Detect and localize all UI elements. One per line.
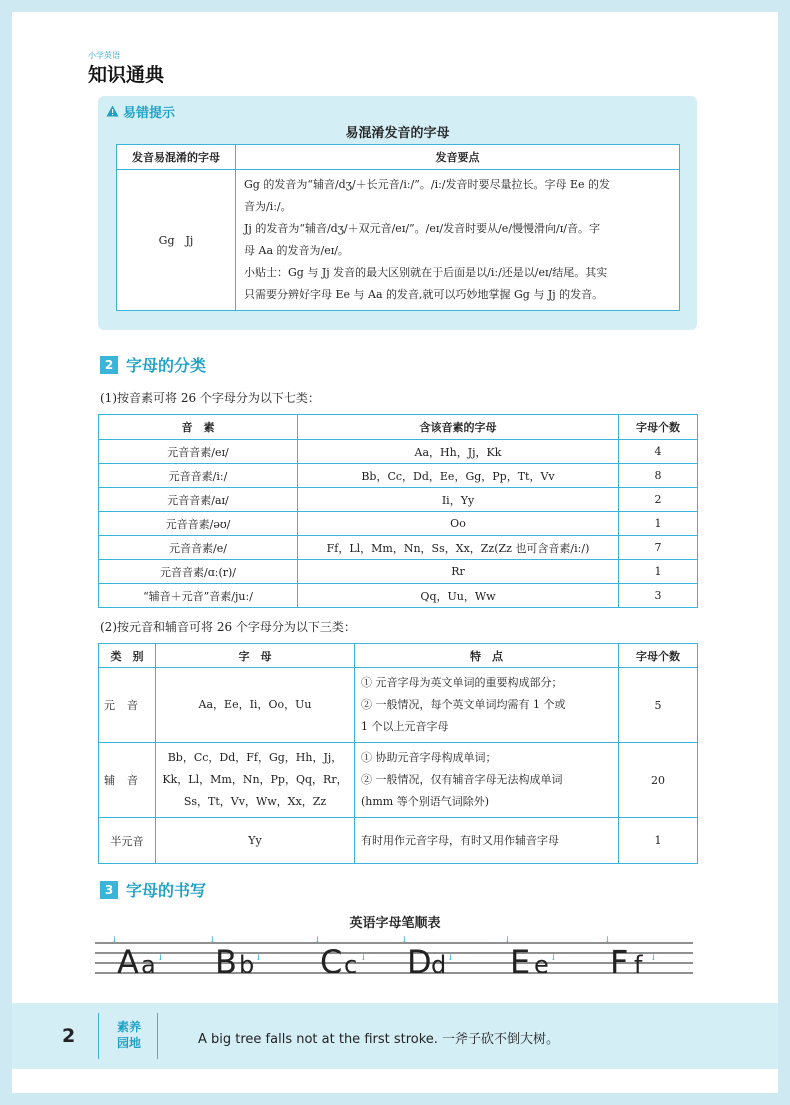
note-line: 小贴士：Gg 与 Jj 发音的最大区别就在于后面是以/iː/还是以/eɪ/结尾。其实 (244, 266, 608, 279)
phoneme: 元音音素/aɪ/ (99, 488, 298, 512)
stroke-arrow-icon: ↓ (157, 953, 164, 962)
phoneme: 元音音素/eɪ/ (99, 440, 298, 464)
table-row (99, 512, 698, 536)
table-header: 类 别 (99, 644, 156, 668)
note-line: Jj 的发音为“辅音/dʒ/＋双元音/eɪ/”。/eɪ/发音时要从/e/慢慢滑向/ɪ/音。字 (244, 222, 600, 235)
category: 半元音 (99, 818, 156, 864)
count: 8 (619, 464, 698, 488)
footer-label (109, 1019, 149, 1051)
letters: Qq，Uu，Ww (298, 584, 619, 608)
letters-line: Bb，Cc，Dd，Ff，Gg，Hh，Jj， (167, 751, 343, 764)
warning-icon (106, 105, 119, 121)
book-title: 知识通典 (88, 64, 165, 86)
phoneme: “辅音＋元音”音素/juː/ (99, 584, 298, 608)
letter-B: B (215, 943, 237, 981)
footer-label-line: 园地 (116, 1036, 141, 1050)
tip-title: 易混淆发音的字母 (345, 126, 450, 141)
letter-c: c (344, 951, 358, 979)
subsection-1: (1)按音素可将 26 个字母分为以下七类： (100, 391, 320, 405)
tip-box (98, 96, 697, 330)
phoneme-table (98, 414, 698, 608)
letters: Aa，Hh，Jj，Kk (298, 440, 619, 464)
page-number: 2 (62, 1025, 76, 1047)
letters: Oo (298, 512, 619, 536)
letters (156, 818, 355, 864)
table-header: 字母个数 (619, 415, 698, 440)
count: 7 (619, 536, 698, 560)
letters (156, 668, 355, 743)
letters-line: Kk，Ll，Mm，Nn，Pp，Qq，Rr， (162, 773, 348, 786)
letters-line: Yy (248, 833, 262, 847)
footer (12, 1003, 778, 1069)
note-line: Gg 的发音为“辅音/dʒ/＋长元音/iː/”。/iː/发音时要尽量拉长。字母 Ee 的发 (244, 178, 611, 191)
table-header: 发音要点 (236, 145, 680, 170)
table-header: 音 素 (99, 415, 298, 440)
letters: Ff，Ll，Mm，Nn，Ss，Xx，Zz(Zz 也可含音素/iː/) (298, 536, 619, 560)
letter-A: A (117, 943, 139, 981)
stroke-arrow-icon: ↓ (209, 935, 216, 944)
letter-d: d (431, 951, 447, 979)
confusing-letters: Gg Jj (117, 170, 236, 311)
table-header: 特 点 (355, 644, 619, 668)
phoneme: 元音音素/ɑː(r)/ (99, 560, 298, 584)
stroke-arrow-icon: ↓ (360, 953, 367, 962)
subsection-2: (2)按元音和辅音可将 26 个字母分为以下三类： (100, 620, 356, 634)
category: 辅音 (99, 743, 156, 818)
section-2-heading (100, 353, 206, 376)
feature-line: ① 元音字母为英文单词的重要构成部分； (361, 676, 563, 689)
section-number: 2 (100, 356, 118, 374)
vowel-consonant-table (98, 643, 698, 864)
phoneme: 元音音素/iː/ (99, 464, 298, 488)
footer-label-line: 素养 (116, 1020, 141, 1034)
table-row (99, 584, 698, 608)
letter-a: a (141, 951, 156, 979)
confusing-letters-table (116, 144, 680, 311)
feature-line: (hmm 等个别语气词除外) (361, 795, 490, 808)
stroke-arrow-icon: ↓ (650, 953, 657, 962)
stroke-arrow-icon: ↓ (504, 935, 511, 944)
pronunciation-notes (236, 170, 680, 311)
letter-f: f (634, 951, 643, 979)
section-title: 字母的书写 (126, 881, 207, 900)
note-line: 母 Aa 的发音为/eɪ/。 (244, 244, 349, 257)
stroke-arrow-icon: ↓ (550, 953, 557, 962)
table-row (99, 488, 698, 512)
letter-F: F (610, 943, 629, 981)
table-header: 含该音素的字母 (298, 415, 619, 440)
series-label: 小学英语 (88, 51, 120, 60)
letter-b: b (239, 951, 255, 979)
stroke-arrow-icon: ↓ (314, 935, 321, 944)
letters: Rr (298, 560, 619, 584)
divider (98, 1013, 99, 1059)
table-row (99, 536, 698, 560)
phoneme: 元音音素/əʊ/ (99, 512, 298, 536)
count: 20 (619, 743, 698, 818)
proverb: A big tree falls not at the first stroke. 一斧子砍不倒大树。 (198, 1032, 560, 1047)
letters-line: Aa，Ee，Ii，Oo，Uu (198, 698, 312, 711)
stroke-arrow-icon: ↓ (401, 935, 408, 944)
letter-e: e (534, 951, 549, 979)
letter-E: E (510, 943, 531, 981)
tip-heading-text: 易错提示 (123, 106, 176, 121)
features (355, 668, 619, 743)
features (355, 818, 619, 864)
note-line: 只需要分辨好字母 Ee 与 Aa 的发音,就可以巧妙地掌握 Gg 与 Jj 的发音。 (244, 288, 604, 301)
table-row (99, 560, 698, 584)
count: 2 (619, 488, 698, 512)
feature-line: 有时用作元音字母，有时又用作辅音字母 (361, 833, 559, 847)
tip-heading (106, 102, 175, 121)
stroke-arrow-icon: ↓ (111, 935, 118, 944)
table-row (99, 818, 698, 864)
count: 3 (619, 584, 698, 608)
stroke-arrow-icon: ↓ (255, 953, 262, 962)
letters: Ii，Yy (298, 488, 619, 512)
count: 5 (619, 668, 698, 743)
letters (156, 743, 355, 818)
feature-line: ① 协助元音字母构成单词； (361, 751, 497, 764)
feature-line: 1 个以上元音字母 (361, 720, 449, 733)
stroke-order-chart (95, 930, 695, 990)
stroke-order-title: 英语字母笔顺表 (349, 916, 441, 931)
phoneme: 元音音素/e/ (99, 536, 298, 560)
section-title: 字母的分类 (126, 356, 207, 375)
count: 1 (619, 560, 698, 584)
letter-D: D (407, 943, 432, 981)
table-row (99, 743, 698, 818)
table-row (99, 440, 698, 464)
features (355, 743, 619, 818)
stroke-arrow-icon: ↓ (604, 935, 611, 944)
table-header: 字母个数 (619, 644, 698, 668)
count: 4 (619, 440, 698, 464)
note-line: 音为/iː/。 (244, 200, 292, 213)
section-number: 3 (100, 881, 118, 899)
count: 1 (619, 818, 698, 864)
letter-C: C (320, 943, 343, 981)
count: 1 (619, 512, 698, 536)
table-header: 发音易混淆的字母 (117, 145, 236, 170)
table-header: 字 母 (156, 644, 355, 668)
section-3-heading (100, 878, 206, 901)
divider (157, 1013, 158, 1059)
feature-line: ② 一般情况，每个英文单词均需有 1 个或 (361, 698, 566, 711)
feature-line: ② 一般情况，仅有辅音字母无法构成单词 (361, 773, 563, 786)
table-row (99, 464, 698, 488)
letters-line: Ss，Tt，Vv，Ww，Xx，Zz (183, 795, 327, 808)
stroke-arrow-icon: ↓ (447, 953, 454, 962)
table-row (99, 668, 698, 743)
category: 元音 (99, 668, 156, 743)
letters: Bb，Cc，Dd，Ee，Gg，Pp，Tt，Vv (298, 464, 619, 488)
